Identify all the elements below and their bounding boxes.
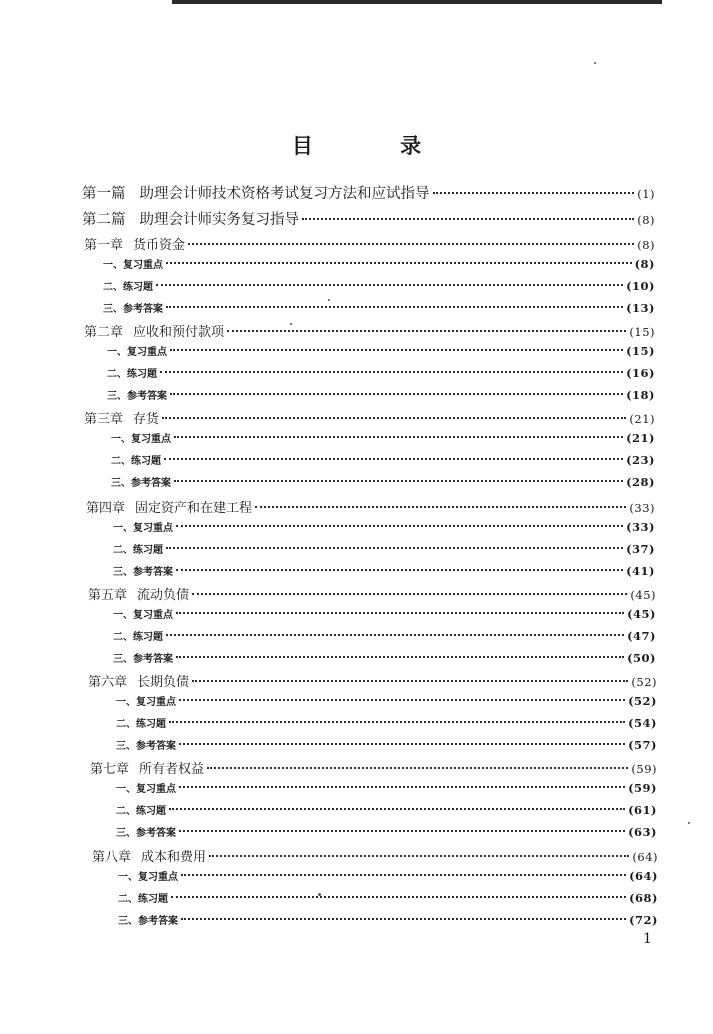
toc-section-title-group <box>113 541 166 556</box>
dot-leader <box>255 505 626 508</box>
toc-section-title: 一、复习重点 <box>113 610 173 621</box>
toc-section-title-group <box>113 563 176 578</box>
toc-section-title-group <box>107 387 170 402</box>
dot-leader <box>176 524 623 527</box>
toc-section-entry <box>111 474 655 489</box>
dot-leader <box>181 873 626 876</box>
toc-section-page: (47) <box>627 629 656 643</box>
dot-leader <box>169 720 625 723</box>
toc-section-title-group <box>111 474 174 489</box>
dot-leader <box>302 217 634 220</box>
toc-chapter-title: 所有者权益 <box>139 762 205 777</box>
toc-chapter-title: 长期负债 <box>137 675 190 690</box>
toc-chapter-page: (59) <box>631 762 657 776</box>
dot-leader <box>179 829 625 832</box>
dot-leader <box>166 305 623 308</box>
toc-section-title-group <box>107 365 160 380</box>
toc-section-title-group <box>118 912 181 927</box>
toc-chapter-title: 成本和费用 <box>141 850 207 865</box>
toc-section-entry <box>103 300 655 315</box>
scan-speck <box>688 822 690 824</box>
toc-section-title-group <box>103 300 166 315</box>
dot-leader <box>166 546 623 549</box>
toc-chapter-label: 第四章 <box>86 501 126 516</box>
toc-section-title: 三、参考答案 <box>113 654 173 665</box>
toc-section-page: (68) <box>629 891 658 905</box>
toc-section-title: 一、复习重点 <box>118 872 178 883</box>
toc-chapter-label: 第三章 <box>84 412 124 427</box>
toc-section-title-group <box>116 693 179 708</box>
toc-chapter-title-group <box>88 671 192 690</box>
toc-chapter-page: (15) <box>629 325 655 339</box>
toc-part-label: 第二篇 <box>82 212 126 228</box>
toc-section-entry <box>113 628 656 643</box>
toc-section-page: (21) <box>626 431 655 445</box>
toc-section-entry <box>113 563 655 578</box>
toc-chapter-page: (8) <box>637 238 655 252</box>
toc-section-page: (63) <box>628 825 657 839</box>
toc-section-title: 二、练习题 <box>118 894 168 905</box>
dot-leader <box>176 655 624 658</box>
toc-section-page: (61) <box>628 803 657 817</box>
toc-section-title: 二、练习题 <box>103 282 153 293</box>
dot-leader <box>171 895 626 898</box>
toc-chapter-page: (33) <box>629 501 655 515</box>
toc-section-entry <box>113 606 656 621</box>
toc-section-entry <box>107 387 655 402</box>
dot-leader <box>176 611 624 614</box>
toc-section-page: (50) <box>627 651 656 665</box>
dot-leader <box>162 416 626 419</box>
toc-chapter-entry <box>88 671 657 690</box>
page-title: 目 录 <box>291 134 462 159</box>
toc-section-entry <box>118 912 658 927</box>
toc-section-title-group <box>116 802 169 817</box>
toc-section-title-group <box>113 628 166 643</box>
toc-section-title: 三、参考答案 <box>116 741 176 752</box>
toc-section-title: 一、复习重点 <box>103 260 163 271</box>
dot-leader <box>179 698 625 701</box>
toc-part-title: 助理会计师技术资格考试复习方法和应试指导 <box>139 186 430 202</box>
toc-chapter-title: 固定资产和在建工程 <box>135 501 253 516</box>
toc-part-page: (8) <box>637 213 655 227</box>
toc-chapter-title-group <box>84 234 188 253</box>
toc-part-title: 助理会计师实务复习指导 <box>139 212 299 228</box>
toc-section-title-group <box>113 606 176 621</box>
toc-section-title: 三、参考答案 <box>103 304 163 315</box>
toc-section-title: 二、练习题 <box>116 806 166 817</box>
top-rule <box>172 0 662 4</box>
toc-section-entry <box>103 256 655 271</box>
toc-chapter-title: 流动负债 <box>137 588 190 603</box>
dot-leader <box>160 370 623 373</box>
toc-section-entry <box>116 780 657 795</box>
toc-chapter-label: 第六章 <box>88 675 128 690</box>
scan-speck <box>594 62 596 64</box>
dot-leader <box>164 457 623 460</box>
dot-leader <box>207 766 628 769</box>
dot-leader <box>176 568 623 571</box>
toc-section-title: 一、复习重点 <box>116 697 176 708</box>
toc-chapter-entry <box>88 584 656 603</box>
toc-section-title-group <box>113 519 176 534</box>
toc-section-title-group <box>111 452 164 467</box>
toc-section-page: (13) <box>626 301 655 315</box>
toc-section-title-group <box>103 278 156 293</box>
toc-section-page: (54) <box>628 716 657 730</box>
toc-section-page: (18) <box>626 388 655 402</box>
dot-leader <box>433 191 635 194</box>
dot-leader <box>166 261 632 264</box>
toc-section-title: 三、参考答案 <box>118 916 178 927</box>
toc-section-page: (15) <box>626 344 655 358</box>
toc-section-title: 一、复习重点 <box>111 434 171 445</box>
toc-chapter-entry <box>90 758 657 777</box>
toc-section-page: (52) <box>628 694 657 708</box>
toc-section-entry <box>118 868 658 883</box>
toc-section-title: 三、参考答案 <box>111 478 171 489</box>
toc-section-title-group <box>103 256 166 271</box>
scan-speck <box>290 323 292 325</box>
toc-chapter-entry <box>84 321 655 340</box>
toc-part-entry <box>82 208 655 229</box>
toc-section-entry <box>103 278 655 293</box>
toc-section-title-group <box>107 343 170 358</box>
dot-leader <box>170 348 623 351</box>
dot-leader <box>192 679 628 682</box>
toc-section-entry <box>107 365 655 380</box>
toc-section-title: 二、练习题 <box>113 632 163 643</box>
toc-chapter-title: 存货 <box>133 412 160 427</box>
toc-section-page: (59) <box>628 781 657 795</box>
toc-chapter-label: 第八章 <box>92 850 132 865</box>
toc-section-title-group <box>116 737 179 752</box>
toc-section-title: 一、复习重点 <box>116 784 176 795</box>
toc-chapter-entry <box>92 846 658 865</box>
toc-section-page: (16) <box>626 366 655 380</box>
toc-section-title: 三、参考答案 <box>107 391 167 402</box>
toc-section-entry <box>118 890 658 905</box>
toc-section-title: 二、练习题 <box>113 545 163 556</box>
dot-leader <box>170 392 623 395</box>
toc-chapter-title: 应收和预付款项 <box>133 325 225 340</box>
toc-chapter-title-group <box>88 584 192 603</box>
toc-section-title: 三、参考答案 <box>113 567 173 578</box>
toc-part-entry <box>82 182 655 203</box>
dot-leader <box>192 592 627 595</box>
dot-leader <box>179 785 625 788</box>
toc-part-title-group <box>82 182 433 203</box>
dot-leader <box>179 742 625 745</box>
toc-chapter-title: 货币资金 <box>133 238 186 253</box>
toc-section-title-group <box>116 780 179 795</box>
toc-section-page: (37) <box>626 542 655 556</box>
toc-section-page: (45) <box>627 607 656 621</box>
toc-section-page: (10) <box>626 279 655 293</box>
dot-leader <box>188 242 634 245</box>
toc-section-title-group <box>116 824 179 839</box>
toc-section-page: (72) <box>629 913 658 927</box>
toc-section-entry <box>116 824 657 839</box>
dot-leader <box>181 917 626 920</box>
toc-chapter-title-group <box>84 321 227 340</box>
toc-chapter-title-group <box>90 758 207 777</box>
toc-section-entry <box>113 541 655 556</box>
dot-leader <box>156 283 623 286</box>
toc-section-page: (41) <box>626 564 655 578</box>
toc-section-entry <box>111 452 655 467</box>
toc-chapter-entry <box>84 234 655 253</box>
toc-chapter-label: 第七章 <box>90 762 130 777</box>
scan-speck <box>318 893 321 896</box>
toc-section-title: 三、参考答案 <box>116 828 176 839</box>
toc-section-page: (64) <box>629 869 658 883</box>
toc-section-page: (33) <box>626 520 655 534</box>
toc-section-title-group <box>111 430 174 445</box>
toc-section-page: (57) <box>628 738 657 752</box>
toc-section-entry <box>116 715 657 730</box>
dot-leader <box>169 807 625 810</box>
toc-part-page: (1) <box>637 187 655 201</box>
toc-chapter-page: (52) <box>631 675 657 689</box>
toc-part-label: 第一篇 <box>82 186 126 202</box>
toc-chapter-label: 第五章 <box>88 588 128 603</box>
toc-section-title: 一、复习重点 <box>107 347 167 358</box>
toc-chapter-page: (64) <box>632 850 658 864</box>
dot-leader <box>209 854 629 857</box>
toc-section-title-group <box>113 650 176 665</box>
toc-chapter-entry <box>86 497 655 516</box>
toc-chapter-label: 第一章 <box>84 238 124 253</box>
dot-leader <box>174 479 623 482</box>
toc-chapter-entry <box>84 408 655 427</box>
toc-section-title-group <box>116 715 169 730</box>
toc-chapter-title-group <box>86 497 255 516</box>
page-number: 1 <box>643 931 652 947</box>
toc-section-entry <box>116 737 657 752</box>
toc-section-entry <box>116 802 657 817</box>
toc-section-entry <box>111 430 655 445</box>
dot-leader <box>227 329 626 332</box>
dot-leader <box>174 435 623 438</box>
toc-section-title: 二、练习题 <box>116 719 166 730</box>
toc-section-entry <box>107 343 655 358</box>
scan-speck <box>328 299 330 301</box>
toc-chapter-label: 第二章 <box>84 325 124 340</box>
toc-section-entry <box>113 519 655 534</box>
toc-section-title: 二、练习题 <box>107 369 157 380</box>
toc-part-title-group <box>82 208 302 229</box>
toc-section-page: (23) <box>626 453 655 467</box>
toc-section-title-group <box>118 890 171 905</box>
toc-section-entry <box>113 650 656 665</box>
toc-section-title: 二、练习题 <box>111 456 161 467</box>
toc-section-entry <box>116 693 657 708</box>
toc-section-page: (28) <box>626 475 655 489</box>
dot-leader <box>166 633 624 636</box>
toc-chapter-page: (21) <box>629 412 655 426</box>
toc-chapter-title-group <box>84 408 162 427</box>
toc-chapter-title-group <box>92 846 209 865</box>
toc-chapter-page: (45) <box>630 588 656 602</box>
toc-section-title: 一、复习重点 <box>113 523 173 534</box>
toc-section-title-group <box>118 868 181 883</box>
toc-section-page: (8) <box>634 257 655 271</box>
